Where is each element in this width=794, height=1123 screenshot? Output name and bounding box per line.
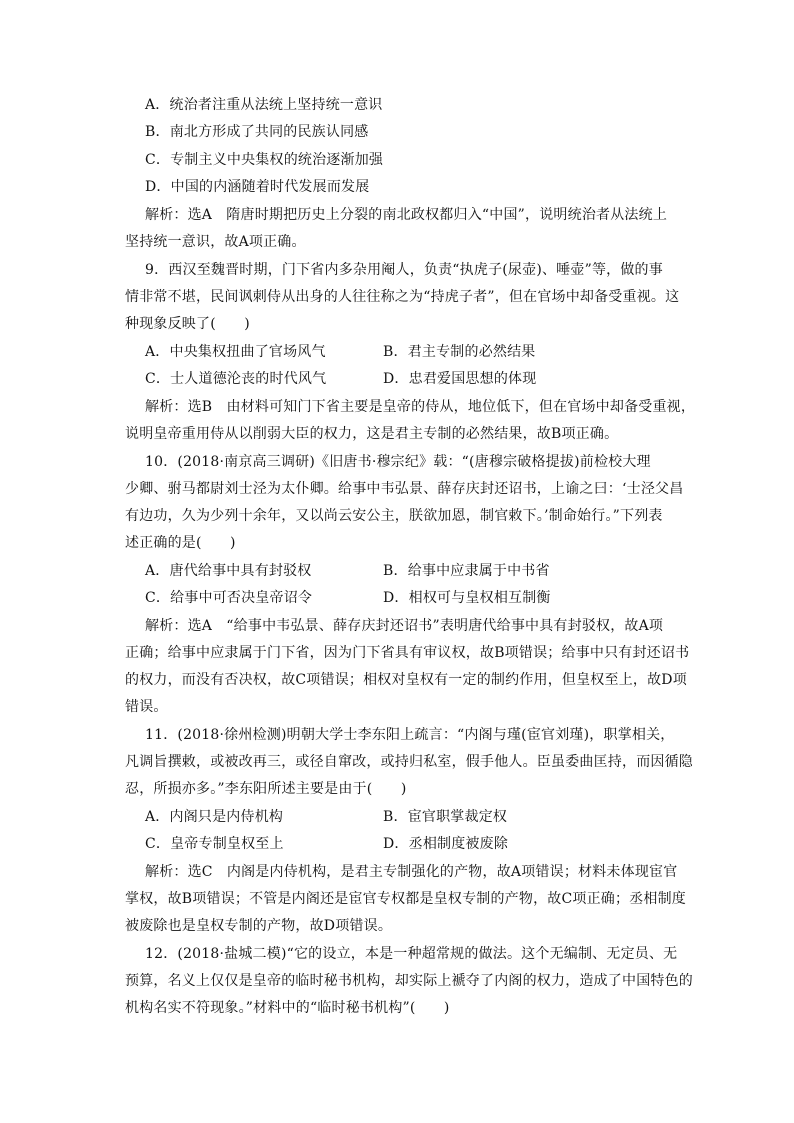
q10-analysis-line-2: 正确；给事中应隶属于门下省，因为门下省具有审议权，故B项错误；给事中只有封还诏书 (125, 645, 690, 661)
q8-option-b: B．南北方形成了共同的民族认同感 (145, 124, 369, 140)
q11-option-a: A．内阁只是内侍机构 (145, 809, 284, 825)
q12-stem-line-3: 机构名实不符现象。”材料中的“临时秘书机构”( ) (125, 1000, 450, 1016)
q11-analysis-line-1: 解析：选C 内阁是内侍机构，是君主专制强化的产物，故A项错误；材料未体现宦官 (145, 864, 678, 880)
q11-option-b: B．宦官职掌裁定权 (383, 809, 508, 825)
q9-option-c: C．士人道德沦丧的时代风气 (145, 371, 327, 387)
q9-stem-line-2: 情非常不堪，民间讽刺侍从出身的人往往称之为“持虎子者”，但在官场中却备受重视。这 (125, 289, 680, 305)
q10-analysis-line-1: 解析：选A “给事中韦弘景、薛存庆封还诏书”表明唐代给事中具有封驳权，故A项 (145, 618, 664, 634)
q9-analysis-line-2: 说明皇帝重用侍从以削弱大臣的权力，这是君主专制的必然结果，故B项正确。 (125, 426, 619, 442)
q9-analysis-line-1: 解析：选B 由材料可知门下省主要是皇帝的侍从，地位低下，但在官场中却备受重视， (145, 399, 696, 415)
q10-stem-line-4: 述正确的是( ) (125, 535, 236, 551)
q11-option-d: D．丞相制度被废除 (383, 836, 509, 852)
q10-stem-line-2: 少卿、驸马都尉刘士泾为太仆卿。给事中韦弘景、薛存庆封还诏书，上谕之曰：‘士泾父昌 (125, 481, 684, 497)
q8-option-c: C．专制主义中央集权的统治逐渐加强 (145, 152, 384, 168)
q11-stem-line-2: 凡调旨撰敕，或被改再三，或径自窜改，或持归私室，假手他人。臣虽委曲匡持，而因循隐 (125, 754, 693, 770)
q10-option-b: B．给事中应隶属于中书省 (383, 563, 550, 579)
q9-option-d: D．忠君爱国思想的体现 (383, 371, 537, 387)
q8-option-a: A．统治者注重从法统上坚持统一意识 (145, 97, 383, 113)
q9-option-b: B．君主专制的必然结果 (383, 344, 536, 360)
q9-stem-line-3: 种现象反映了( ) (125, 316, 250, 332)
q8-option-d: D．中国的内涵随着时代发展而发展 (145, 179, 370, 195)
q10-option-d: D．相权可与皇权相互制衡 (383, 590, 551, 606)
q10-analysis-line-4: 错误。 (125, 699, 168, 715)
q10-option-a: A．唐代给事中具有封驳权 (145, 563, 312, 579)
q12-stem-line-1: 12．(2018·盐城二模)“它的设立，本是一种超常规的做法。这个无编制、无定员、无 (145, 946, 678, 962)
q11-stem-line-3: 忍，所损亦多。”李东阳所述主要是由于( ) (125, 781, 407, 797)
q10-stem-line-1: 10．(2018·南京高三调研)《旧唐书·穆宗纪》载：“(唐穆宗破格提拔)前检校大理 (145, 454, 651, 470)
q11-option-c: C．皇帝专制皇权至上 (145, 836, 284, 852)
q11-analysis-line-3: 被废除也是皇权专制的产物，故D项错误。 (125, 918, 393, 934)
q8-analysis-line-2: 坚持统一意识，故A项正确。 (125, 234, 306, 250)
q11-stem-line-1: 11．(2018·徐州检测)明朝大学士李东阳上疏言：“内阁与瑾(宦官刘瑾)，职掌相关， (145, 727, 675, 743)
q8-analysis-line-1: 解析：选A 隋唐时期把历史上分裂的南北政权都归入“中国”，说明统治者从法统上 (145, 207, 668, 223)
q9-option-a: A．中央集权扭曲了官场风气 (145, 344, 326, 360)
q10-analysis-line-3: 的权力，而没有否决权，故C项错误；相权对皇权有一定的制约作用，但皇权至上，故D项 (125, 672, 687, 688)
q12-stem-line-2: 预算，名义上仅仅是皇帝的临时秘书机构，却实际上褫夺了内阁的权力，造成了中国特色的 (125, 973, 693, 989)
q10-option-c: C．给事中可否决皇帝诏令 (145, 590, 313, 606)
q10-stem-line-3: 有边功，久为少列十余年，又以尚云安公主，朕欲加恩，制官敕下。’制命始行。”下列表 (125, 508, 663, 524)
q9-stem-line-1: 9．西汉至魏晋时期，门下省内多杂用阉人，负责“执虎子(尿壶)、唾壶”等，做的事 (145, 262, 663, 278)
q11-analysis-line-2: 掌权，故B项错误；不管是内阁还是宦官专权都是皇权专制的产物，故C项正确；丞相制度 (125, 891, 686, 907)
